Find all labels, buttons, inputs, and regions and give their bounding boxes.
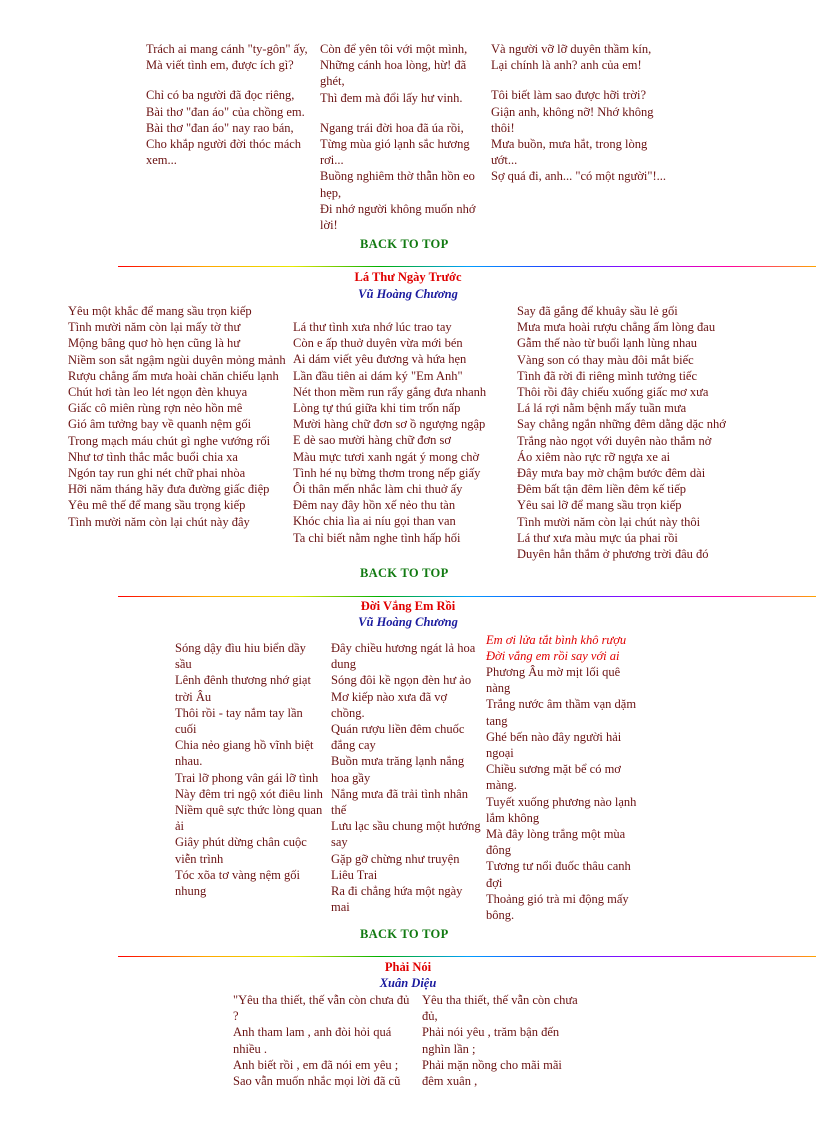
poem-line: Gió âm tưởng bay về quanh nệm gối: [68, 417, 252, 432]
poem-line: Áo xiêm nào rực rỡ ngựa xe ai: [517, 449, 671, 464]
poem-line: Gặp gỡ chừng như truyện Liêu Trai: [331, 851, 460, 882]
poem-line: Cho khắp người đời thóc mách xem...: [146, 137, 302, 168]
poem-line: Trắng nào ngọt với duyên nào thắm nở: [517, 433, 712, 448]
poem-line: Mơ kiếp nào xưa đã vợ chồng.: [331, 689, 448, 720]
poem-line: Trong mạch máu chút gì nghe vướng rối: [68, 433, 271, 448]
poem-line: Yêu mê thế để mang sầu trọng kiếp: [68, 498, 246, 513]
poem-line: Sóng dậy đìu hiu biển dầy sầu: [175, 641, 306, 672]
rainbow-divider-1: [118, 266, 816, 267]
poem2-col3: [517, 303, 777, 562]
poem-line: Đây mưa bay mờ chậm bước đêm dài: [517, 466, 706, 481]
poem-line: Tóc xõa tơ vàng nệm gối nhung: [175, 867, 300, 899]
poem-line: Ghé bến nào đây người hải ngoại: [486, 729, 622, 761]
poem-line: Ngang trái đời hoa đã úa rồi,: [320, 120, 464, 135]
poem2-col2: [293, 319, 515, 546]
stanza-break: [146, 73, 316, 87]
poem4-col2: [422, 992, 582, 1089]
poem-line: Thôi rồi - tay nắm tay lần cuối: [175, 705, 303, 737]
poem-line: Ai dám viết yêu đương và hứa hẹn: [293, 352, 467, 367]
stanza-break: [320, 106, 490, 120]
poem-line: Duyên hẳn thắm ở phương trời đâu đó: [517, 547, 709, 562]
poem-line: Đêm nay đây hồn xế nẻo thu tàn: [293, 498, 456, 513]
poem-line: Lòng tự thú giữa khi tim trốn nấp: [293, 401, 461, 416]
poem2-title: Lá Thư Ngày Trước: [354, 270, 462, 284]
poem-line: Tình mười năm còn lại chút này thôi: [517, 514, 701, 529]
back-to-top-link-1[interactable]: BACK TO TOP: [360, 237, 449, 251]
poem-line: Niềm quê sực thức lòng quan ải: [175, 803, 323, 834]
poem-line: Như tơ tình thắc mắc buổi chia xa: [68, 449, 238, 464]
poem-line: Ta chỉ biết nằm nghe tình hấp hối: [293, 530, 461, 545]
poem-line: "Yêu tha thiết, thế vẫn còn chưa đủ ?: [233, 993, 410, 1024]
poem-line: Đêm bất tận đêm liền đêm kế tiếp: [517, 482, 687, 497]
poem-line: Đây chiều hương ngát lả hoa dung: [331, 641, 476, 672]
poem-line: Nét thon mềm run rẩy gắng đưa nhanh: [293, 384, 487, 399]
poem-line: Còn để yên tôi với một mình,: [320, 42, 468, 56]
poem-line: Mười hàng chữ đơn sơ ồ ngượng ngập: [293, 417, 486, 432]
poem3-col2: [331, 640, 481, 915]
poem-line: Tình đã rời đi riêng mình tưởng tiếc: [517, 368, 698, 383]
poem1-col3: [491, 41, 671, 185]
poem-line: Quán rượu liền đêm chuốc đắng cay: [331, 722, 465, 753]
poem-line: Phải mặn nồng cho mãi mãi đêm xuân ,: [422, 1057, 562, 1089]
poem-line: Tình mười năm còn lại mấy tờ thư: [68, 320, 241, 335]
poem-line: Anh biết rồi , em đã nói em yêu ;: [233, 1057, 399, 1072]
rainbow-divider-2: [118, 596, 816, 597]
poem-line: Còn e ấp thuở duyên vừa mới bén: [293, 336, 463, 351]
poem-line: Phải nói yêu , trăm bận đến nghìn lần ;: [422, 1025, 560, 1056]
poem-line: Lá lá rợi nằm bệnh mấy tuần mưa: [517, 401, 687, 416]
poem-line: Màu mực tươi xanh ngát ý mong chờ: [293, 449, 480, 464]
poem-line: Nắng mưa đã trải tình nhân thế: [331, 786, 468, 818]
poem-line: Chút hơi tàn leo lét ngọn đèn khuya: [68, 385, 248, 400]
poem-line: Tình hé nụ bừng thơm trong nếp giấy: [293, 465, 481, 480]
poem-line: Giận anh, không nỡ! Nhớ không thôi!: [491, 104, 654, 135]
poem-line: Tôi biết làm sao được hỡi trời?: [491, 88, 647, 103]
poem-line: Giấc cô miên rùng rợn nẻo hồn mê: [68, 401, 243, 416]
poem-line: Sợ quá đi, anh... "có một người"!...: [491, 169, 666, 184]
poem-line: Mà đây lòng trắng một mùa đông: [486, 827, 626, 858]
poem-line: Mộng bâng quơ hò hẹn cũng là hư: [68, 336, 241, 351]
poem-line: Lá thư xưa màu mực úa phai rồi: [517, 530, 678, 545]
poem-line: Và người vỡ lỡ duyên thầm kín,: [491, 42, 652, 56]
poem-line: Thoảng gió trà mi động mấy bông.: [486, 891, 629, 923]
poem2-col1: [68, 303, 290, 530]
back-to-top-link-3[interactable]: BACK TO TOP: [360, 927, 449, 941]
poem2-author: Vũ Hoàng Chương: [358, 287, 458, 301]
poem-line: Ra đi chẳng hứa một ngày mai: [331, 884, 463, 915]
poem-line: Trắng nước âm thầm vạn dặm tang: [486, 697, 637, 728]
poem3-col1: [175, 640, 325, 899]
poem-line: Gẫm thế nào từ buổi lạnh lùng nhau: [517, 336, 698, 351]
poem-line: Say đã gắng để khuây sầu lẻ gối: [517, 304, 678, 318]
poem-line: Bài thơ "đan áo" nay rao bán,: [146, 120, 294, 135]
poem-line: Giây phút dừng chân cuộc viễn trình: [175, 835, 307, 866]
poem-line: Trách ai mang cánh "ty-gôn" ấy,: [146, 42, 308, 56]
poem-line: Hỡi năm tháng hãy đưa đường giấc điệp: [68, 482, 270, 497]
stanza-break: [491, 73, 671, 87]
poem-line: Lại chính là anh? anh của em!: [491, 58, 642, 73]
poem-line: Rượu chẳng ấm mưa hoài chăn chiếu lạnh: [68, 368, 279, 383]
poem-line: Buồn mưa trăng lạnh nắng hoa gầy: [331, 754, 465, 785]
poem-line: Trai lỡ phong vân gái lỡ tình: [175, 770, 319, 785]
poem-line: Em ơi lửa tắt bình khô rượu: [486, 633, 627, 647]
poem-line: Ôi thân mến nhắc làm chi thuở ấy: [293, 482, 463, 497]
poem-line: Đi nhớ người không muốn nhớ lời!: [320, 201, 476, 233]
poem-line: Sao vẫn muốn nhắc mọi lời đã cũ: [233, 1074, 401, 1089]
poem4-title: Phải Nói: [384, 960, 432, 974]
poem1-col1: [146, 41, 316, 168]
poem1-col2: [320, 41, 490, 233]
back-to-top-link-2[interactable]: BACK TO TOP: [360, 566, 449, 580]
poem-line: Lá thư tình xưa nhớ lúc trao tay: [293, 320, 452, 334]
poem-line: Thì đem mà đổi lấy hư vinh.: [320, 90, 463, 105]
poem-line: Phương Âu mờ mịt lối quê nàng: [486, 665, 621, 696]
poem-line: E dè sao mười hàng chữ đơn sơ: [293, 433, 452, 448]
poem-line: Sóng đôi kề ngọn đèn hư ảo: [331, 673, 472, 688]
poem3-author: Vũ Hoàng Chương: [358, 615, 458, 629]
poem-line: Yêu sai lỡ để mang sầu trọn kiếp: [517, 498, 682, 513]
poem-line: Buồng nghiêm thờ thẫn hồn eo hẹp,: [320, 169, 475, 200]
poem3-col3: [486, 664, 646, 923]
poem-line: Chiều sương mặt bể có mơ màng.: [486, 762, 621, 793]
poem3-title: Đời Vắng Em Rồi: [360, 599, 456, 613]
poem-line: Mưa mưa hoài rượu chẳng ấm lòng đau: [517, 320, 716, 335]
poem-line: Mưa buồn, mưa hắt, trong lòng ướt...: [491, 137, 648, 168]
poem-line: Vàng son có thay màu đôi mắt biếc: [517, 352, 694, 367]
poem-line: Tình mười năm còn lại chút này đây: [68, 514, 250, 529]
poem-line: Yêu tha thiết, thế vẫn còn chưa đủ,: [422, 993, 578, 1024]
poem-line: Lưu lạc sầu chung một hướng say: [331, 819, 481, 850]
poem-line: Chỉ có ba người đã đọc riêng,: [146, 88, 295, 103]
poem-line: Mà viết tình em, được ích gì?: [146, 58, 294, 73]
poem-line: Đời vắng em rồi say với ai: [486, 649, 620, 664]
poem-line: Khóc chia lìa ai níu gọi than van: [293, 514, 456, 529]
poem-line: Chia nẻo giang hồ vĩnh biệt nhau.: [175, 738, 314, 769]
poem-line: Tương tư nổi đuốc thâu canh đợi: [486, 859, 631, 890]
poem-line: Ngón tay run ghi nét chữ phai nhòa: [68, 466, 246, 481]
poem-line: Tuyết xuống phương nào lạnh lắm không: [486, 794, 637, 825]
poem-line: Thôi rồi đây chiếu xuống giấc mơ xưa: [517, 385, 709, 400]
poem-line: Những cánh hoa lòng, hừ! đã ghét,: [320, 58, 467, 89]
poem-line: Này đêm tri ngộ xót điêu linh: [175, 786, 323, 801]
poem4-author: Xuân Diệu: [379, 976, 437, 990]
poem-line: Anh tham lam , anh đòi hỏi quá nhiều .: [233, 1025, 392, 1056]
rainbow-divider-3: [118, 956, 816, 957]
poem3-refrain: [486, 632, 651, 664]
poem-line: Lần đầu tiên ai dám ký "Em Anh": [293, 368, 463, 383]
poem-line: Say chẳng ngắn những đêm dằng dặc nhớ: [517, 417, 726, 432]
poem-line: Lênh đênh thương nhớ giạt trời Âu: [175, 673, 311, 704]
poem-line: Từng mùa gió lạnh sắc hương rơi...: [320, 137, 470, 168]
poem4-col1: [233, 992, 418, 1089]
poem-line: Yêu một khắc để mang sầu trọn kiếp: [68, 304, 252, 318]
poem-line: Niềm son sắt ngậm ngùi duyên mỏng mảnh: [68, 352, 286, 367]
poem-line: Bài thơ "đan áo" của chồng em.: [146, 104, 305, 119]
